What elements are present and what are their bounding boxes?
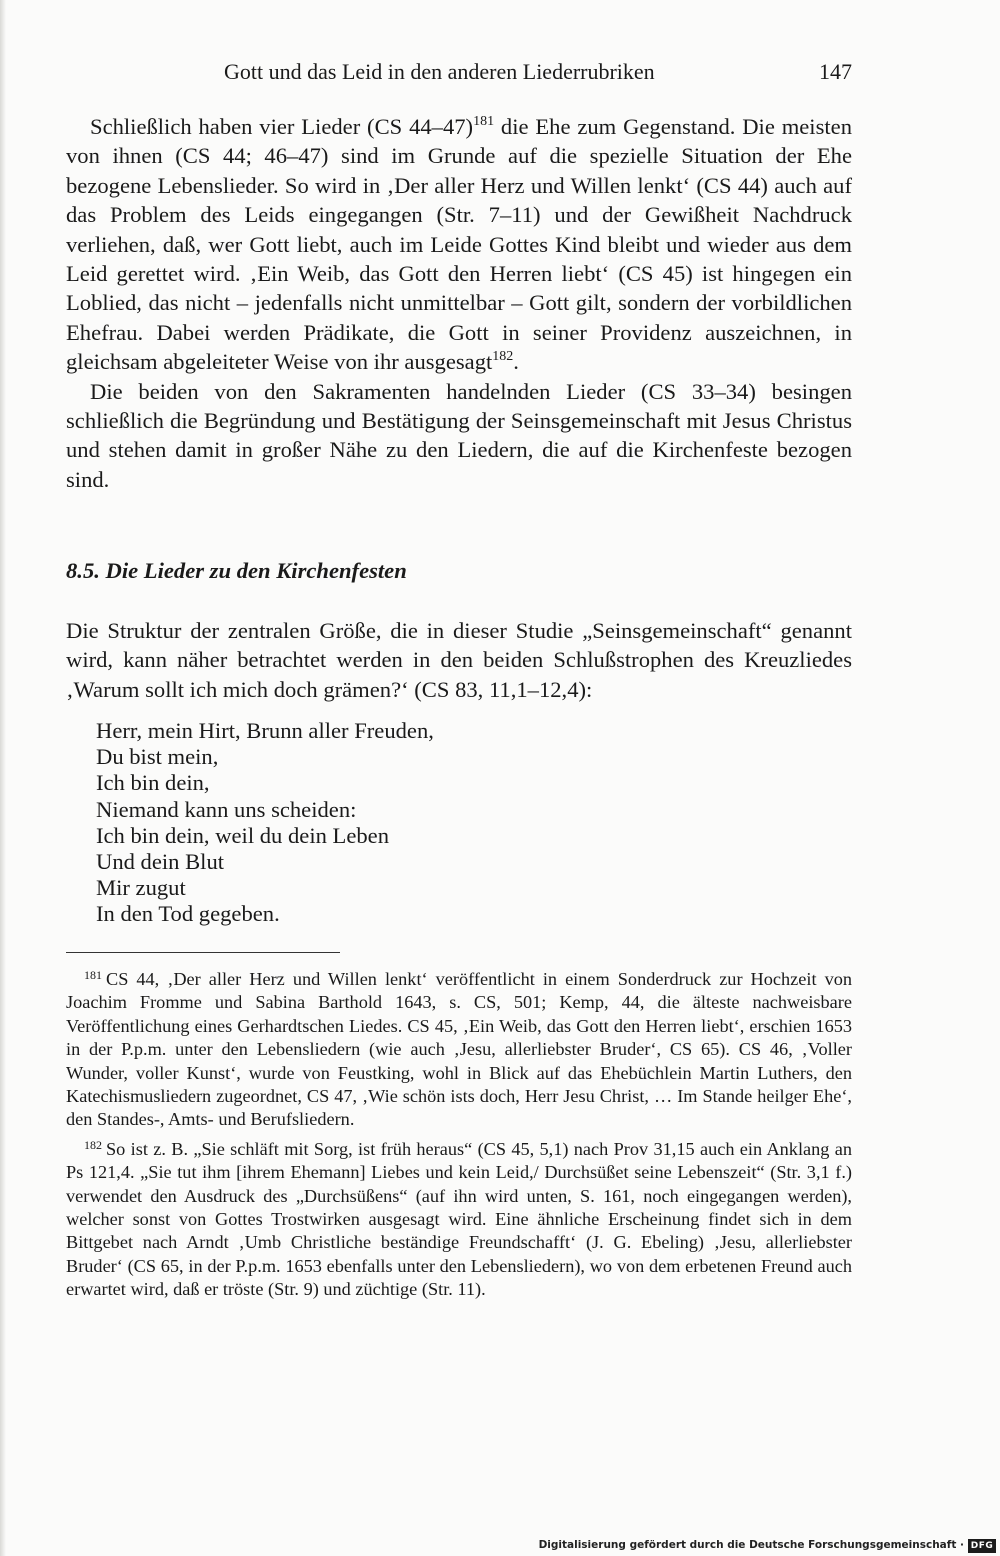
footnote-ref-181: 181 <box>473 114 495 129</box>
paragraph-text: . <box>513 349 519 375</box>
running-head <box>66 54 852 90</box>
paragraph-marriage-songs <box>66 112 852 377</box>
footnote-182 <box>66 1138 852 1302</box>
paragraph-sacrament-songs: Die beiden von den Sakramenten handelnden Lieder (CS 33–34) besingen schließlich die Begründung und Bestätigung der Seinsgemeinschaft mit Jesus Christus und stehen damit in großer Nähe zu den Liedern, die auf die Kirchenfeste bezogen sind. <box>66 378 852 492</box>
footnote-181 <box>66 968 852 1132</box>
footnote-mark: 181 <box>84 968 102 982</box>
scan-edge <box>0 0 6 1556</box>
footnote-text: So ist z. B. „Sie schläft mit Sorg, ist früh heraus“ (CS 45, 5,1) nach Prov 31,15 auch ein Anklang an Ps 121,4. „Sie tut ihm [ihrem Ehemann] Liebes und kein Leid,/ Durchsüßet seine Lebenszeit“ (Str. 3,1 f.) verwendet den Ausdruck des „Durchsüßens“ (auf ihn wird unten, S. 161, noch eingegangen werden), welcher sonst von Gottes Trostwirken ausgesagt wird. Eine ähnliche Erscheinung findet sich in dem Bittgebet nach Arndt ‚Umb Christliche beständige Freundschafft‘ (J. G. Ebeling) ‚Jesu, allerliebster Bruder‘ (CS 65, in der P.p.m. 1653 ebenfalls unter den Lebensliedern), wo von dem erbetenen Freund auch erwartet wird, daß er tröste (Str. 9) und züchtige (Str. 11). <box>66 1138 852 1300</box>
poem-line: Herr, mein Hirt, Brunn aller Freuden, <box>96 717 434 743</box>
footnotes <box>66 968 852 1308</box>
footnote-ref-182: 182 <box>492 349 514 365</box>
footnote-text: CS 44, ‚Der aller Herz und Willen lenkt‘ veröffentlicht in einem Sonderdruck zur Hochzeit von Joachim Fromme und Sabina Barthold 1643, s. CS, 501; Kemp, 44, die älteste nachweisbare Veröffentlichung eines Gerhardtschen Liedes. CS 45, ‚Ein Weib, das Gott den Herren liebt‘, erschien 1653 in der P.p.m. unter den Lebensliedern (wie auch ‚Jesu, allerliebster Bruder‘, CS 65). CS 46, ‚Voller Wunder, voller Kunst‘, wurde von Feustking, wohl in Blick auf das Ehebüchlein Martin Luthers, den Katechismusliedern zugeordnet, CS 47, ‚Wie schön ists doch, Herr Jesu Christ, … Im Stande heilger Ehe‘, den Standes-, Amts- und Berufsliedern. <box>66 969 852 1130</box>
poem-line: In den Tod gegeben. <box>96 901 280 927</box>
digitization-credit: Digitalisierung gefördert durch die Deutsche Forschungsgemeinschaft · <box>538 1539 964 1551</box>
poem-line: Du bist mein, <box>96 744 219 770</box>
poem-line: Niemand kann uns scheiden: <box>96 796 357 822</box>
poem-line: Ich bin dein, weil du dein Leben <box>96 822 390 848</box>
poem-line: Und dein Blut <box>96 848 225 874</box>
paragraph-text: Schließlich haben vier Lieder (CS 44–47) <box>90 114 474 139</box>
footnote-divider <box>66 952 340 953</box>
paragraph-text: die Ehe zum Gegenstand. Die meisten von ihnen (CS 44; 46–47) sind im Grunde auf die spezielle Situation der Ehe bezogene Lebenslieder. So wird in ‚Der aller Herz und Willen lenkt‘ (CS 44) auch auf das Problem des Leids eingegangen (Str. 7–11) und der Gewißheit Nachdruck verliehen, daß, wer Gott liebt, auch im Leide Gottes Kind bleibt und wieder aus dem Leid gerettet wird. ‚Ein Weib, das Gott den Herren liebt‘ (CS 45) ist hingegen ein Loblied, das nicht – jedenfalls nicht unmittelbar – Gott gilt, sondern der vorbildlichen Ehefrau. Dabei werden Prädikate, die Gott in seiner Providenz auszeichnen, in gleichsam abgeleiteter Weise von ihr ausgesagt <box>66 114 852 375</box>
poem-line: Ich bin dein, <box>96 770 210 796</box>
paragraph-structure: Die Struktur der zentralen Größe, die in dieser Studie „Seinsgemeinschaft“ genannt wird, kann näher betrachtet werden in den beiden Schlußstrophen des Kreuzliedes ‚Warum sollt ich mich doch grämen?‘ (CS 83, 11,1–12,4): <box>66 617 852 702</box>
running-title: Gott und das Leid in den anderen Liederrubriken <box>224 59 655 84</box>
body-text <box>66 112 852 928</box>
poem-line: Mir zugut <box>96 875 186 901</box>
page-number: 147 <box>819 59 852 84</box>
dfg-logo: DFG <box>968 1539 996 1553</box>
poem-quotation <box>96 718 852 928</box>
footnote-mark: 182 <box>84 1137 102 1152</box>
section-heading: 8.5. Die Lieder zu den Kirchenfesten <box>66 558 407 584</box>
